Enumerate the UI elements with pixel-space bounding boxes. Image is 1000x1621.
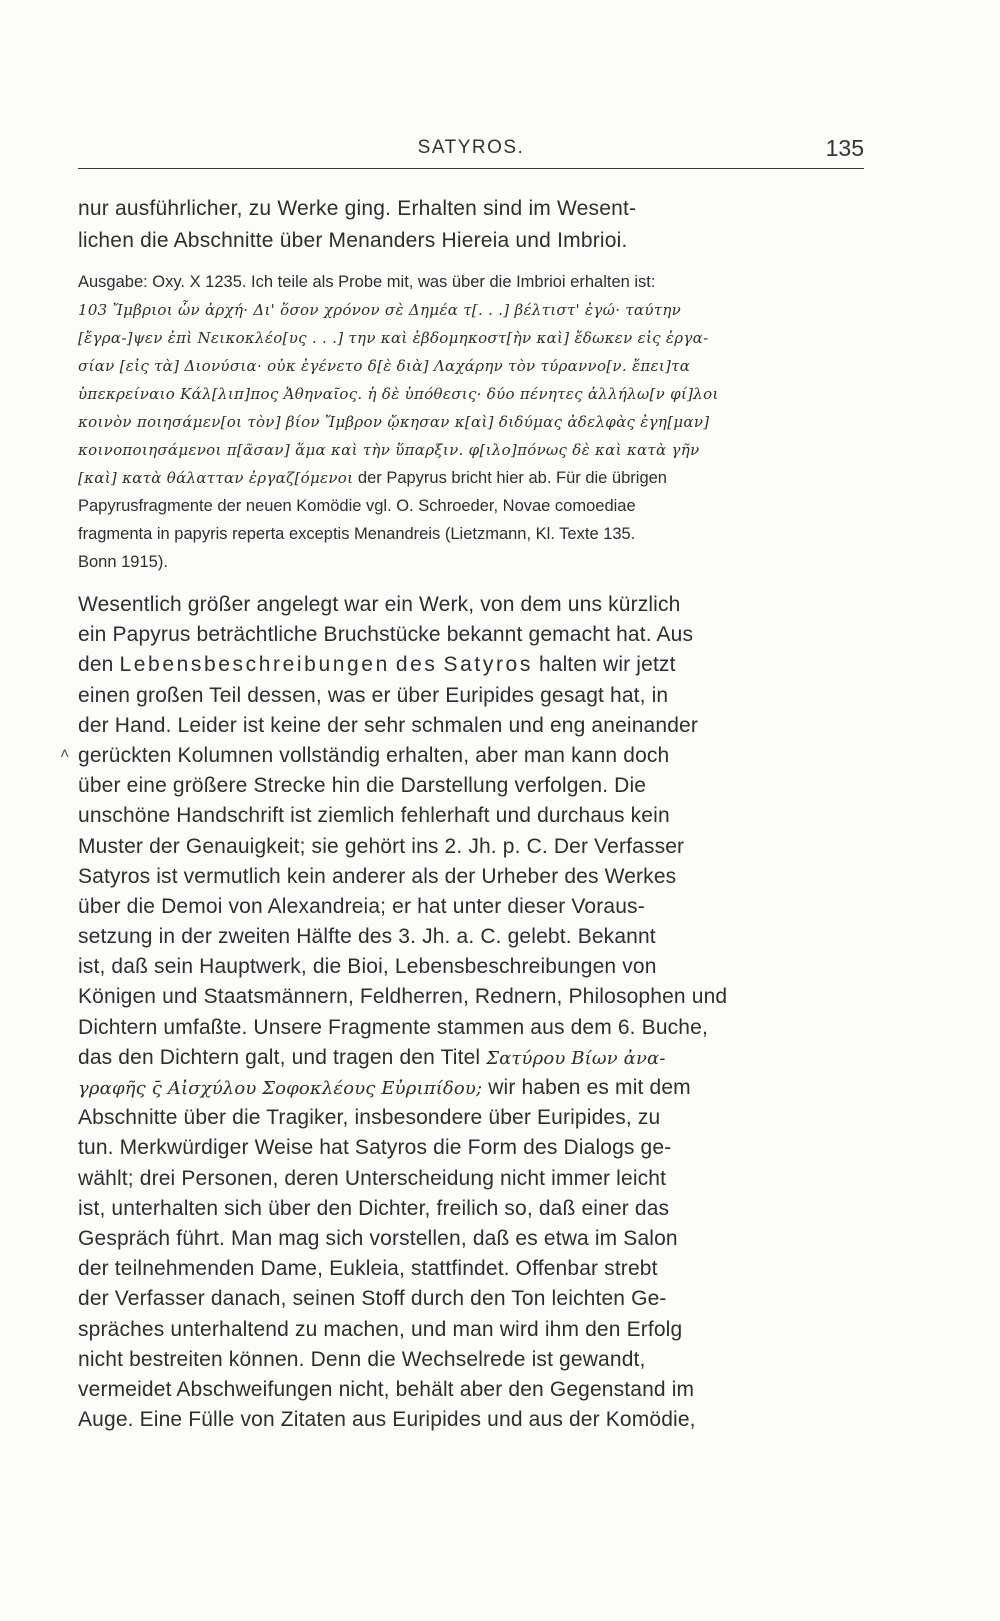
greek-text-line: [ἔγρα-]ψεν ἐπὶ Νεικοκλέο[υς . . .] την καὶ ἑβδομηκοστ[ὴν καὶ] ἔδωκεν εἰς ἐργα- (78, 329, 709, 347)
text-line: Königen und Staatsmännern, Feldherren, Rednern, Philosophen und (78, 985, 728, 1009)
spaced-word: des (395, 653, 438, 677)
text-line: ein Papyrus beträchtliche Bruchstücke bekannt gemacht hat. Aus (78, 623, 694, 647)
text-line: Wesentlich größer angelegt war ein Werk, von dem uns kürzlich (78, 593, 681, 616)
greek-fragment: [καὶ] κατὰ θάλατταν ἐργαζ[όμενοι (78, 469, 354, 487)
running-head (78, 137, 864, 167)
text-line: einen großen Teil dessen, was er über Euripides gesagt hat, in (78, 683, 669, 707)
text-line: setzung in der zweiten Hälfte des 3. Jh. a. C. gelebt. Bekannt (78, 925, 656, 949)
main-paragraph (78, 590, 864, 1435)
running-title: SATYROS. (417, 137, 525, 158)
text-line (78, 1073, 864, 1103)
intro-paragraph (78, 193, 864, 257)
text-line: fragmenta in papyris reperta exceptis Menandreis (Lietzmann, Kl. Texte 135. (78, 525, 636, 543)
header-rule (78, 168, 864, 169)
text-line: nicht bestreiten können. Denn die Wechselrede ist gewandt, (78, 1347, 646, 1371)
greek-text-line: κοινοποιησάμενοι π[ᾶσαν] ἅμα καὶ τὴν ὕπαρξιν. φ[ιλο]πόνως δὲ καὶ κατὰ γῆν (78, 441, 700, 459)
text-line: tun. Merkwürdiger Weise hat Satyros die Form des Dialogs ge- (78, 1136, 672, 1160)
text-line: Muster der Genauigkeit; sie gehört ins 2. Jh. p. C. Der Verfasser (78, 834, 685, 858)
greek-text-line: ὑπεκρείναιο Κάλ[λιπ]πος Ἀθηναῖος. ἡ δὲ ὑπόθεσις· δύο πένητες ἀλλήλω[ν φί]λοι (78, 385, 719, 403)
text-line (78, 464, 864, 492)
text-line: Gespräch führt. Man mag sich vorstellen, daß es etwa im Salon (78, 1226, 678, 1250)
spaced-word: Lebensbeschreibungen (119, 653, 390, 677)
greek-title: γραφῆς ς̄ Αἰσχύλου Σοφοκλέους Εὐριπίδου; (78, 1078, 483, 1099)
text-line: Ausgabe: Oxy. X 1235. Ich teile als Probe mit, was über die Imbrioi erhalten ist: (78, 273, 656, 291)
text-line: der teilnehmenden Dame, Eukleia, stattfindet. Offenbar strebt (78, 1257, 658, 1281)
text-line: über die Demoi von Alexandreia; er hat unter dieser Voraus- (78, 894, 645, 918)
margin-mark: ˄ (60, 746, 70, 763)
text-line (78, 1043, 864, 1073)
text-line: Dichtern umfaßte. Unsere Fragmente stammen aus dem 6. Buche, (78, 1015, 708, 1039)
text-line: unschöne Handschrift ist ziemlich fehlerhaft und durchaus kein (78, 804, 670, 828)
text-line: Abschnitte über die Tragiker, insbesondere über Euripides, zu (78, 1106, 661, 1130)
text-line: vermeidet Abschweifungen nicht, behält aber den Gegenstand im (78, 1377, 695, 1401)
text-fragment: wir haben es mit dem (488, 1076, 691, 1099)
text-line: der Verfasser danach, seinen Stoff durch den Ton leichten Ge- (78, 1287, 667, 1311)
text-line: über eine größere Strecke hin die Darstellung verfolgen. Die (78, 774, 647, 798)
text-line (78, 650, 864, 680)
text-line: spräches unterhaltend zu machen, und man wird ihm den Erfolg (78, 1317, 683, 1341)
text-line: wählt; drei Personen, deren Unterscheidung nicht immer leicht (78, 1166, 667, 1190)
text-fragment: den (78, 653, 114, 677)
text-fragment: halten wir jetzt (538, 653, 676, 677)
text-line: lichen die Abschnitte über Menanders Hiereia und Imbrioi. (78, 229, 628, 252)
text-line: gerückten Kolumnen vollständig erhalten, aber man kann doch (78, 743, 670, 767)
text-line: ist, daß sein Hauptwerk, die Bioi, Lebensbeschreibungen von (78, 955, 657, 979)
text-line: Bonn 1915). (78, 553, 168, 571)
text-fragment: das den Dichtern galt, und tragen den Titel (78, 1045, 481, 1069)
text-line: ist, unterhalten sich über den Dichter, freilich so, daß einer das (78, 1196, 670, 1220)
greek-text-line: κοινὸν ποιησάμεν[οι τὸν] βίον Ἴμβρον ᾤκησαν κ[αὶ] διδύμας ἀδελφὰς ἐγη[μαν] (78, 413, 710, 431)
text-line: Papyrusfragmente der neuen Komödie vgl. O. Schroeder, Novae comoediae (78, 497, 636, 515)
greek-title: Σατύρου Βίων ἀνα- (486, 1047, 666, 1069)
page-number: 135 (825, 135, 864, 161)
greek-text-line: σίαν [εἰς τὰ] Διονύσια· οὐκ ἐγένετο δ[ὲ διὰ] Λαχάρην τὸν τύραννο[ν. ἔπει]τα (78, 357, 691, 375)
spaced-word: Satyros (443, 653, 533, 677)
text-fragment: der Papyrus bricht hier ab. Für die übrigen (357, 469, 667, 487)
greek-text-line: 103 Ἴμβριοι ὧν ἀρχή· Δι' ὅσον χρόνον σὲ Δημέα τ[. . .] βέλτιστ' ἐγώ· ταύτην (78, 301, 682, 319)
text-line: Auge. Eine Fülle von Zitaten aus Euripides und aus der Komödie, (78, 1408, 696, 1432)
text-line: nur ausführlicher, zu Werke ging. Erhalten sind im Wesent- (78, 197, 637, 220)
text-line: der Hand. Leider ist keine der sehr schmalen und eng aneinander (78, 713, 699, 737)
text-line: Satyros ist vermutlich kein anderer als der Urheber des Werkes (78, 864, 677, 888)
footnote-block (78, 268, 864, 576)
